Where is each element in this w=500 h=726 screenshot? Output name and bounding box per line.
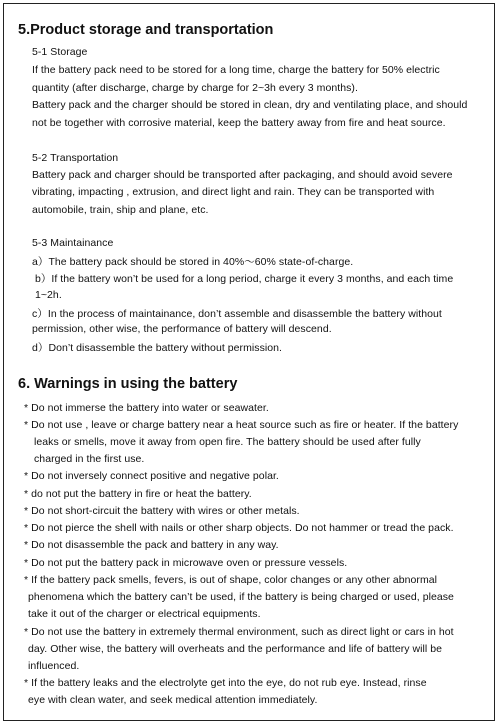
warning-line: * Do not use , leave or charge battery near a heat source such as fire or heater. If the battery <box>24 419 459 431</box>
warning-line: * Do not disassemble the pack and battery in any way. <box>24 539 279 551</box>
maintainance-line: c）In the process of maintainance, don’t assemble and disassemble the battery without <box>32 308 442 320</box>
storage-line: If the battery pack need to be stored for a long time, charge the battery for 50% electric <box>32 64 440 76</box>
warning-line: * Do not put the battery pack in microwave oven or pressure vessels. <box>24 557 348 569</box>
warning-line: take it out of the charger or electrical equipments. <box>28 608 261 620</box>
warning-line: * do not put the battery in fire or heat the battery. <box>24 488 252 500</box>
warning-line: phenomena which the battery can’t be used, if the battery is being charged or used, please <box>28 591 454 603</box>
section-6-title: 6. Warnings in using the battery <box>18 376 238 392</box>
warning-line: * If the battery leaks and the electrolyte get into the eye, do not rub eye. Instead, rinse <box>24 677 427 689</box>
warning-line: day. Other wise, the battery will overheats and the performance and life of battery will be <box>28 643 443 655</box>
warning-line: * Do not pierce the shell with nails or other sharp objects. Do not hammer or tread the pack. <box>24 522 454 534</box>
maintainance-line: d）Don’t disassemble the battery without permission. <box>32 342 282 354</box>
warning-line: leaks or smells, move it away from open fire. The battery should be used after fully <box>34 436 421 448</box>
warning-line: eye with clean water, and seek medical attention immediately. <box>28 694 318 706</box>
warning-line: charged in the first use. <box>34 453 145 465</box>
maintainance-line: a）The battery pack should be stored in 40%～60% state-of-charge. <box>32 256 354 268</box>
storage-line: not be together with corrosive material, keep the battery away from fire and heat source. <box>32 117 446 129</box>
maintainance-line: b）If the battery won’t be used for a long period, charge it every 3 months, and each time <box>32 273 454 285</box>
transportation-line: vibrating, impacting , extrusion, and direct light and rain. They can be transported with <box>32 186 435 198</box>
warning-line: * Do not use the battery in extremely thermal environment, such as direct light or cars in hot <box>24 626 454 638</box>
maintainance-line: 1~2h. <box>32 289 62 301</box>
warning-line: * Do not short-circuit the battery with wires or other metals. <box>24 505 300 517</box>
transportation-line: automobile, train, ship and plane, etc. <box>32 204 209 216</box>
section-5-title: 5.Product storage and transportation <box>18 22 274 38</box>
warning-line: influenced. <box>28 660 80 672</box>
transportation-line: Battery pack and charger should be transported after packaging, and should avoid severe <box>32 169 453 181</box>
maintainance-line: permission, other wise, the performance of battery will descend. <box>32 323 332 335</box>
warning-line: * If the battery pack smells, fevers, is out of shape, color changes or any other abnormal <box>24 574 438 586</box>
transportation-heading: 5-2 Transportation <box>32 152 119 164</box>
storage-line: Battery pack and the charger should be stored in clean, dry and ventilating place, and should <box>32 99 468 111</box>
maintainance-heading: 5-3 Maintainance <box>32 237 114 249</box>
warning-line: * Do not immerse the battery into water or seawater. <box>24 402 269 414</box>
storage-line: quantity (after discharge, charge by charge for 2~3h every 3 months). <box>32 82 358 94</box>
storage-heading: 5-1 Storage <box>32 46 88 58</box>
warning-line: * Do not inversely connect positive and negative polar. <box>24 470 279 482</box>
